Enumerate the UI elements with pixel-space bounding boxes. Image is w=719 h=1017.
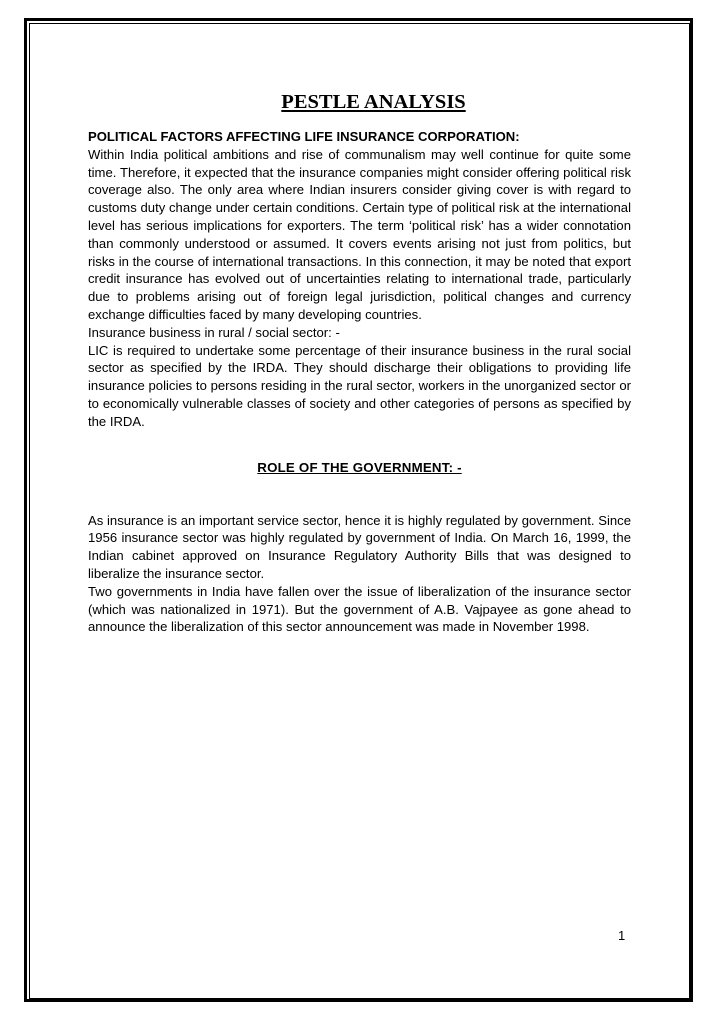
- political-factors-heading: POLITICAL FACTORS AFFECTING LIFE INSURANCE CORPORATION:: [88, 129, 520, 144]
- political-paragraph-3: LIC is required to undertake some percentage of their insurance business in the rural social sector as specified by the IRDA. They should discharge their obligations to providing life insurance policies to persons residing in the rural sector, workers in the unorganized sector or to economically vulnerable classes of society and other categories of persons as specified by the IRDA.: [88, 342, 631, 429]
- government-role-heading: ROLE OF THE GOVERNMENT: -: [257, 459, 462, 475]
- government-paragraph-1: As insurance is an important service sector, hence it is highly regulated by government. Since 1956 insurance sector was highly regulated by government of India. On March 16, 1999, the Indian cabinet approved on Insurance Regulatory Authority Bills that was designed to liberalize the insurance sector.: [88, 512, 631, 581]
- government-paragraph-2: Two governments in India have fallen over the issue of liberalization of the insurance sector (which was nationalized in 1971). But the government of A.B. Vajpayee as gone ahead to announce the liberalization of this sector announcement was made in November 1998.: [88, 583, 631, 635]
- political-paragraph-1: Within India political ambitions and rise of communalism may well continue for quite some time. Therefore, it expected that the insurance companies might consider offering political risk coverage also. The only area where Indian insurers consider giving cover is with regard to customs duty change under certain conditions. Certain type of political risk at the international level has serious implications for exporters. The term ‘political risk’ has a wider connotation than commonly understood or assumed. It covers events arising not just from politics, but risks in the course of international transactions. In this connection, it may be noted that export credit insurance has evolved out of uncertainties relating to international trade, particularly due to problems arising out of foreign legal jurisdiction, political changes and currency exchange difficulties faced by many developing countries.: [88, 146, 631, 322]
- rural-sector-label: Insurance business in rural / social sector: -: [88, 324, 340, 340]
- document-body: [88, 90, 631, 636]
- spacer: [88, 477, 631, 512]
- page-number: 1: [618, 928, 626, 943]
- page-title: PESTLE ANALYSIS: [281, 91, 466, 113]
